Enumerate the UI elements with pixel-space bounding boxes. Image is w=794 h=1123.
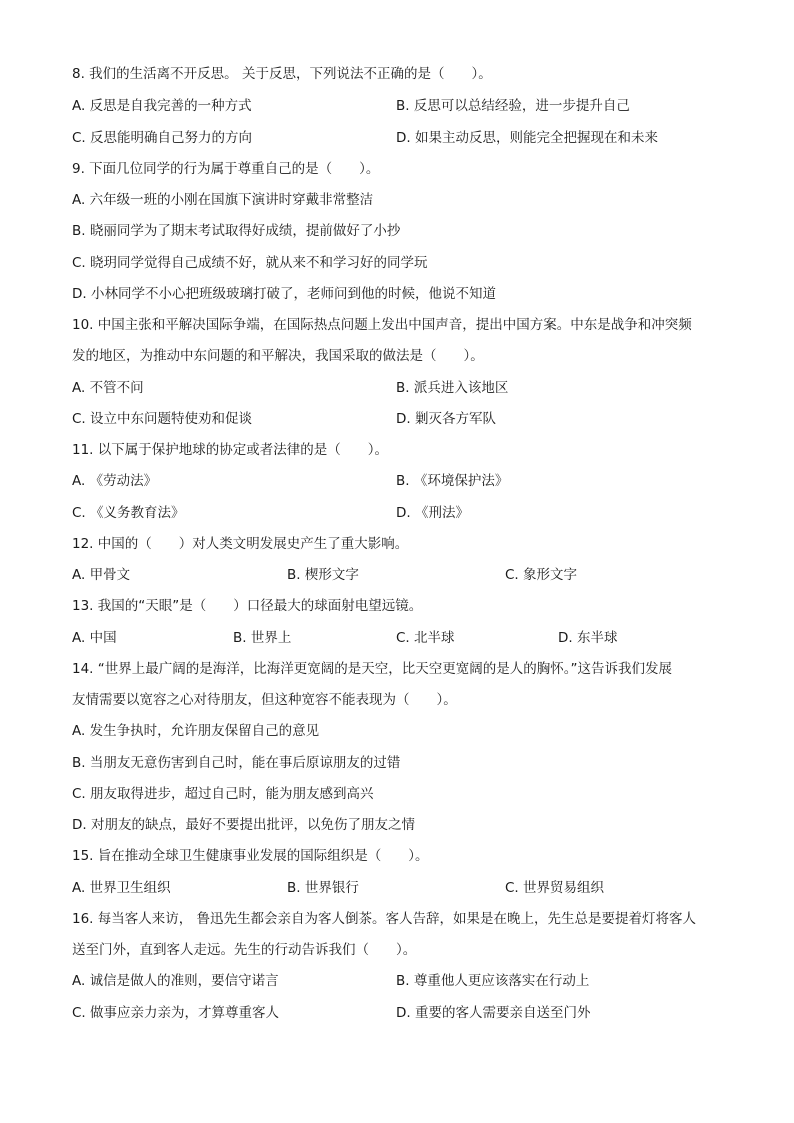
- question-14-stem-line-2: 友情需要以宽容之心对待朋友，但这种宽容不能表现为（ ）。: [72, 692, 457, 708]
- option-c: C. 《义务教育法》: [72, 505, 185, 521]
- option-d: D. 重要的客人需要亲自送至门外: [396, 1005, 591, 1021]
- question-16-stem-line-2: 送至门外，直到客人走远。先生的行动告诉我们（ ）。: [72, 942, 417, 958]
- option-c: C. 朋友取得进步，超过自己时，能为朋友感到高兴: [72, 786, 374, 802]
- question-10-stem-line-1: 10. 中国主张和平解决国际争端，在国际热点问题上发出中国声音，提出中国方案。中东是战争和冲突频: [72, 317, 692, 333]
- option-d: D. 剿灭各方军队: [396, 411, 496, 427]
- option-a: A. 反思是自我完善的一种方式: [72, 98, 252, 114]
- question-11-options-row-1: [72, 470, 732, 492]
- option-b: B. 世界上: [233, 630, 292, 646]
- option-a: A. 发生争执时，允许朋友保留自己的意见: [72, 723, 320, 739]
- option-b: B. 反思可以总结经验，进一步提升自己: [396, 98, 630, 114]
- option-a: A. 诚信是做人的准则，要信守诺言: [72, 973, 279, 989]
- question-10-stem-line-2: 发的地区，为推动中东问题的和平解决，我国采取的做法是（ ）。: [72, 348, 484, 364]
- option-a: A. 六年级一班的小刚在国旗下演讲时穿戴非常整洁: [72, 192, 374, 208]
- question-11-options-row-2: [72, 502, 732, 524]
- question-10-options-row-2: [72, 408, 732, 430]
- question-8-options-row-2: [72, 127, 732, 149]
- option-d: D. 小林同学不小心把班级玻璃打破了，老师问到他的时候，他说不知道: [72, 286, 496, 302]
- option-d: D. 《刑法》: [396, 505, 469, 521]
- option-c: C. 北半球: [396, 630, 455, 646]
- question-16-options-row-2: [72, 1002, 732, 1024]
- option-b: B. 《环境保护法》: [396, 473, 509, 489]
- option-b: B. 晓丽同学为了期末考试取得好成绩，提前做好了小抄: [72, 223, 401, 239]
- option-b: B. 尊重他人更应该落实在行动上: [396, 973, 590, 989]
- option-d: D. 东半球: [558, 630, 618, 646]
- option-a: A. 《劳动法》: [72, 473, 158, 489]
- option-a: A. 甲骨文: [72, 567, 131, 583]
- option-b: B. 派兵进入该地区: [396, 380, 509, 396]
- option-a: A. 不管不问: [72, 380, 144, 396]
- question-10-options-row-1: [72, 377, 732, 399]
- question-16-options-row-1: [72, 970, 732, 992]
- question-14-stem-line-1: 14. “世界上最广阔的是海洋，比海洋更宽阔的是天空，比天空更宽阔的是人的胸怀。”这告诉我们发展: [72, 661, 672, 677]
- option-c: C. 做事应亲力亲为，才算尊重客人: [72, 1005, 280, 1021]
- question-15-stem: 15. 旨在推动全球卫生健康事业发展的国际组织是（ ）。: [72, 848, 429, 864]
- question-13-stem: 13. 我国的“天眼”是（ ）口径最大的球面射电望远镜。: [72, 598, 423, 614]
- question-15-options: [72, 877, 732, 899]
- question-12-stem: 12. 中国的（ ）对人类文明发展史产生了重大影响。: [72, 536, 409, 552]
- option-a: A. 世界卫生组织: [72, 880, 171, 896]
- option-c: C. 晓玥同学觉得自己成绩不好，就从来不和学习好的同学玩: [72, 255, 428, 271]
- option-b: B. 楔形文字: [287, 567, 359, 583]
- option-c: C. 设立中东问题特使劝和促谈: [72, 411, 253, 427]
- option-d: D. 如果主动反思，则能完全把握现在和未来: [396, 130, 658, 146]
- question-8-stem: 8. 我们的生活离不开反思。 关于反思，下列说法不正确的是（ ）。: [72, 66, 492, 82]
- option-b: B. 当朋友无意伤害到自己时，能在事后原谅朋友的过错: [72, 755, 401, 771]
- option-a: A. 中国: [72, 630, 117, 646]
- option-b: B. 世界银行: [287, 880, 359, 896]
- option-d: D. 对朋友的缺点，最好不要提出批评，以免伤了朋友之情: [72, 817, 415, 833]
- question-13-options: [72, 627, 732, 649]
- option-c: C. 象形文字: [505, 567, 578, 583]
- option-c: C. 世界贸易组织: [505, 880, 605, 896]
- question-11-stem: 11. 以下属于保护地球的协定或者法律的是（ ）。: [72, 442, 389, 458]
- question-12-options: [72, 564, 732, 586]
- question-16-stem-line-1: 16. 每当客人来访， 鲁迅先生都会亲自为客人倒茶。客人告辞，如果是在晚上，先生总是要提着灯将客人: [72, 911, 697, 927]
- question-8-options-row-1: [72, 95, 732, 117]
- question-9-stem: 9. 下面几位同学的行为属于尊重自己的是（ ）。: [72, 161, 380, 177]
- option-c: C. 反思能明确自己努力的方向: [72, 130, 253, 146]
